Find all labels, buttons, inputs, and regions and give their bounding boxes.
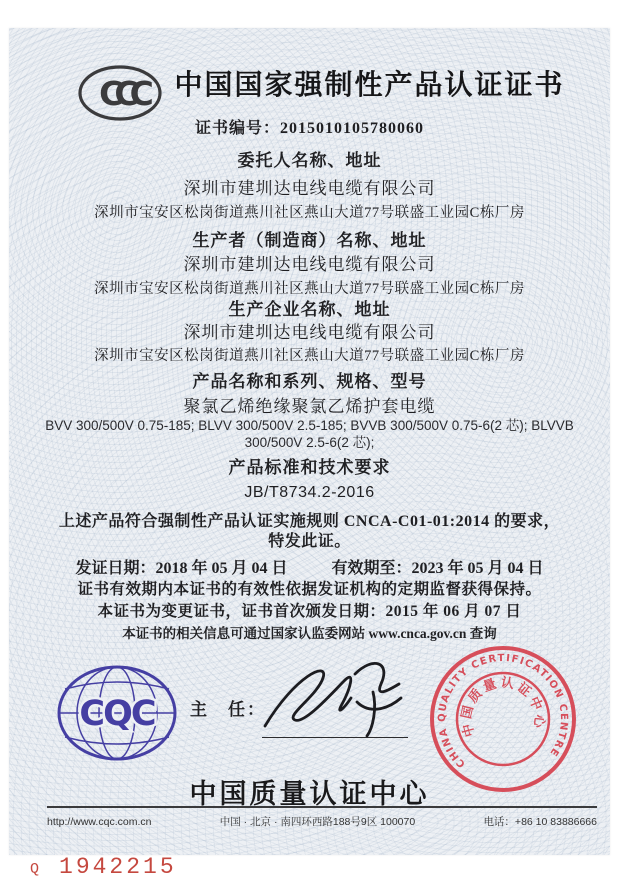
footer-website: http://www.cqc.com.cn xyxy=(47,815,152,828)
validity-note: 证书有效期内本证书的有效性依据发证机构的定期监督获得保持。 xyxy=(77,581,542,598)
change-note: 本证书为变更证书，证书首次颁发日期：2015 年 06 月 07 日 xyxy=(97,603,522,620)
product-name: 聚氯乙烯绝缘聚氯乙烯护套电缆 xyxy=(183,397,436,416)
cqc-logo-text: CQC xyxy=(79,694,155,734)
dates-row xyxy=(9,555,610,578)
applicant-name: 深圳市建圳达电线电缆有限公司 xyxy=(183,179,436,198)
issuing-org-name: 中国质量认证中心 xyxy=(189,779,430,809)
factory-heading: 生产企业名称、地址 xyxy=(228,300,391,319)
director-label: 主 任： xyxy=(190,700,266,719)
cqc-logo-icon xyxy=(55,663,179,768)
footer-divider xyxy=(47,806,597,808)
standard-value: JB/T8734.2-2016 xyxy=(244,484,375,501)
director-signature xyxy=(251,640,419,753)
footer-address: 中国 · 北京 · 南四环西路188号9区 100070 xyxy=(219,816,416,828)
footer-phone: 电话：+86 10 83886666 xyxy=(483,816,597,828)
conformity-statement-line1: 上述产品符合强制性产品认证实施规则 CNCA-C01-01:2014 的要求， xyxy=(58,513,561,530)
page-title: 中国国家强制性产品认证证书 xyxy=(174,70,565,101)
serial-digits: 1942215 xyxy=(59,854,177,880)
issue-date: 发证日期：2018 年 05 月 04 日 xyxy=(75,560,288,577)
ccc-logo-text: CCC xyxy=(99,74,145,113)
info-note: 本证书的相关信息可通过国家认监委网站 www.cnca.gov.cn 查询 xyxy=(122,626,497,641)
expiry-date: 有效期至：2023 年 05 月 04 日 xyxy=(331,560,544,577)
certificate-number-label: 证书编号： xyxy=(194,120,280,137)
stamp-inner-text: 中国质量认证中心 xyxy=(459,675,547,739)
conformity-statement xyxy=(29,512,590,551)
conformity-statement-line2: 特发此证。 xyxy=(268,532,351,550)
manufacturer-address: 深圳市宝安区松岗街道燕川社区燕山大道77号联盛工业园C栋厂房 xyxy=(94,281,525,297)
standard-heading: 产品标准和技术要求 xyxy=(228,458,391,477)
certificate-page xyxy=(9,28,610,855)
serial-prefix: Q xyxy=(30,861,40,878)
manufacturer-name: 深圳市建圳达电线电缆有限公司 xyxy=(183,255,436,274)
serial-number xyxy=(30,854,177,880)
applicant-heading: 委托人名称、地址 xyxy=(237,151,382,170)
footer xyxy=(47,814,597,829)
factory-address: 深圳市宝安区松岗街道燕川社区燕山大道77号联盛工业园C栋厂房 xyxy=(94,348,525,364)
applicant-address: 深圳市宝安区松岗街道燕川社区燕山大道77号联盛工业园C栋厂房 xyxy=(94,205,525,221)
stamp-outer-text: CHINA QUALITY CERTIFICATION CENTRE xyxy=(436,652,570,770)
certificate-number-line xyxy=(9,118,610,140)
manufacturer-heading: 生产者（制造商）名称、地址 xyxy=(192,231,427,250)
certificate-number-value: 2015010105780060 xyxy=(280,120,424,137)
factory-name: 深圳市建圳达电线电缆有限公司 xyxy=(183,323,436,342)
product-heading: 产品名称和系列、规格、型号 xyxy=(192,372,427,391)
product-models: BVV 300/500V 0.75-185; BLVV 300/500V 2.5-185; BVVB 300/500V 0.75-6(2 芯); BLVVB 300/500V 2.5-6(2 芯); xyxy=(45,418,574,450)
